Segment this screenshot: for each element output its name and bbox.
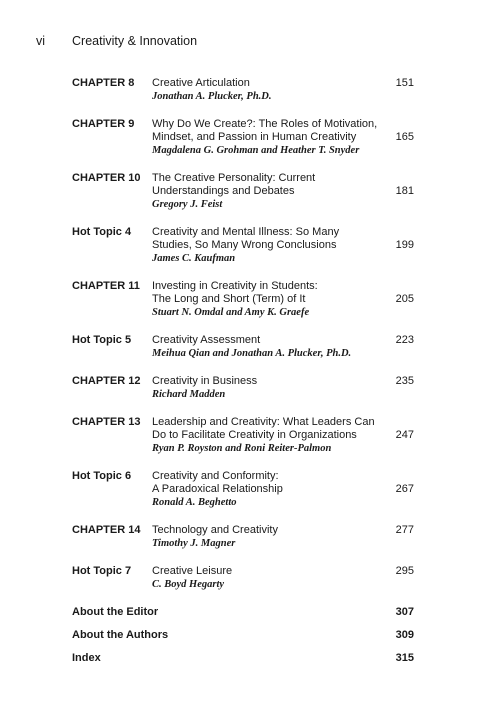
entry-title: Do to Facilitate Creativity in Organizations xyxy=(152,429,357,441)
entry-page: 277 xyxy=(395,524,414,536)
entry-label: CHAPTER 11 xyxy=(72,280,140,292)
entry-label: CHAPTER 13 xyxy=(72,416,141,428)
entry-label: Hot Topic 7 xyxy=(72,565,132,577)
entry-page: 205 xyxy=(395,293,414,305)
toc-entry xyxy=(72,375,414,402)
entry-page: 267 xyxy=(395,483,414,495)
end-matter-page: 315 xyxy=(395,652,414,664)
entry-label: CHAPTER 8 xyxy=(72,77,135,89)
entry-authors: Gregory J. Feist xyxy=(152,199,223,210)
entry-page: 165 xyxy=(395,131,414,143)
end-matter-label: About the Editor xyxy=(72,606,159,618)
end-matter-page: 307 xyxy=(395,606,414,618)
end-matter xyxy=(72,606,414,675)
entry-authors: James C. Kaufman xyxy=(152,253,236,264)
end-matter-item xyxy=(72,606,414,629)
entry-page: 181 xyxy=(395,185,414,197)
toc-entry xyxy=(72,280,414,320)
entry-label: CHAPTER 10 xyxy=(72,172,141,184)
toc-entry xyxy=(72,118,414,158)
entry-authors: C. Boyd Hegarty xyxy=(152,579,225,590)
entry-page: 151 xyxy=(395,77,414,89)
entry-title: Creativity and Conformity: xyxy=(152,470,279,482)
end-matter-label: Index xyxy=(72,652,101,664)
end-matter-page: 309 xyxy=(395,629,414,641)
entry-authors: Timothy J. Magner xyxy=(152,538,236,549)
entry-label: Hot Topic 6 xyxy=(72,470,132,482)
end-matter-item xyxy=(72,629,414,652)
entry-authors: Meihua Qian and Jonathan A. Plucker, Ph.D. xyxy=(152,348,352,359)
toc-entry xyxy=(72,77,414,104)
entry-title: Why Do We Create?: The Roles of Motivation, xyxy=(152,118,378,130)
entry-title: Understandings and Debates xyxy=(152,185,295,197)
toc-entry xyxy=(72,524,414,551)
entry-authors: Jonathan A. Plucker, Ph.D. xyxy=(152,91,272,102)
toc-entry xyxy=(72,565,414,592)
entry-authors: Ronald A. Beghetto xyxy=(152,497,237,508)
entry-page: 223 xyxy=(395,334,414,346)
entry-label: CHAPTER 12 xyxy=(72,375,141,387)
entry-title: The Long and Short (Term) of It xyxy=(152,293,306,305)
toc-entry xyxy=(72,172,414,212)
entry-label: CHAPTER 9 xyxy=(72,118,135,130)
table-of-contents xyxy=(72,77,414,606)
entry-page: 199 xyxy=(395,239,414,251)
end-matter-label: About the Authors xyxy=(72,629,169,641)
toc-entry xyxy=(72,470,414,510)
entry-title: Leadership and Creativity: What Leaders Can xyxy=(152,416,375,428)
entry-page: 235 xyxy=(395,375,414,387)
end-matter-item xyxy=(72,652,414,675)
entry-title: Creativity in Business xyxy=(152,375,258,387)
entry-title: Creative Articulation xyxy=(152,77,250,89)
toc-entry xyxy=(72,226,414,266)
book-title: Creativity & Innovation xyxy=(72,34,198,48)
entry-title: The Creative Personality: Current xyxy=(152,172,316,184)
entry-title: Creativity Assessment xyxy=(152,334,261,346)
page-number: vi xyxy=(36,34,46,48)
entry-title: Creative Leisure xyxy=(152,565,233,577)
entry-title: Studies, So Many Wrong Conclusions xyxy=(152,239,337,251)
entry-title: Investing in Creativity in Students: xyxy=(152,280,318,292)
entry-authors: Ryan P. Royston and Roni Reiter-Palmon xyxy=(152,443,332,454)
entry-title: Technology and Creativity xyxy=(152,524,278,536)
entry-authors: Richard Madden xyxy=(152,389,226,400)
entry-page: 295 xyxy=(395,565,414,577)
toc-entry xyxy=(72,416,414,456)
entry-label: Hot Topic 5 xyxy=(72,334,132,346)
running-head xyxy=(36,34,197,48)
toc-entry xyxy=(72,334,414,361)
entry-title: Creativity and Mental Illness: So Many xyxy=(152,226,340,238)
entry-label: CHAPTER 14 xyxy=(72,524,141,536)
entry-authors: Magdalena G. Grohman and Heather T. Snyder xyxy=(152,145,360,156)
entry-title: Mindset, and Passion in Human Creativity xyxy=(152,131,357,143)
entry-title: A Paradoxical Relationship xyxy=(152,483,283,495)
entry-authors: Stuart N. Omdal and Amy K. Graefe xyxy=(152,307,310,318)
entry-label: Hot Topic 4 xyxy=(72,226,132,238)
entry-page: 247 xyxy=(395,429,414,441)
